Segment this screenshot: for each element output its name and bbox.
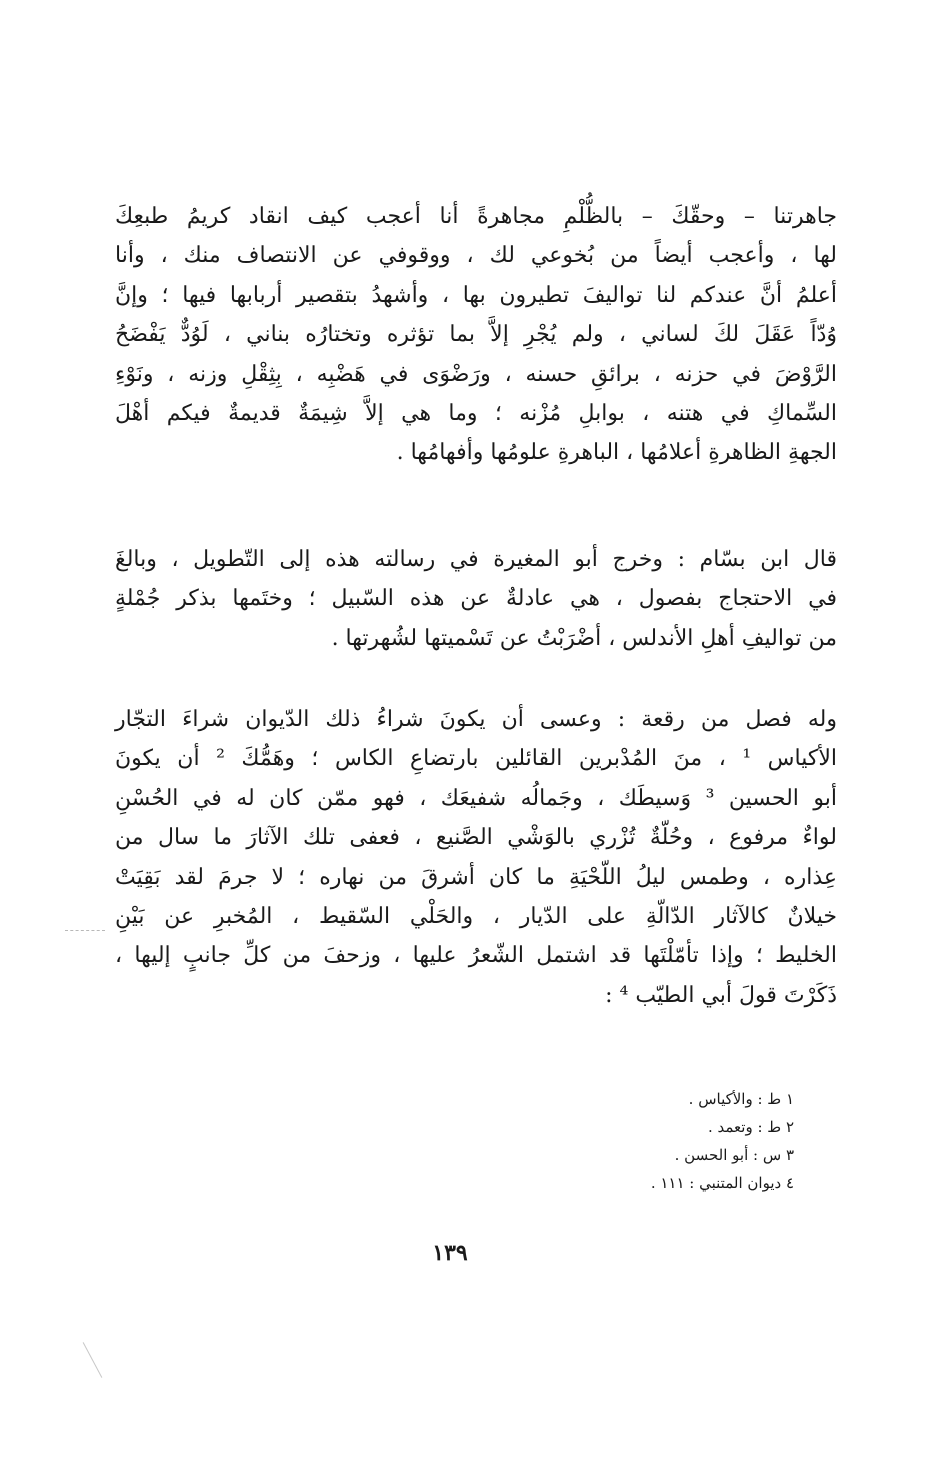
text-line: أبو الحسين ³ وَسيطَك ، وجَمالُه شفيعَك ، فهو ممّن كان له في الحُسْنِ <box>115 785 837 811</box>
text-line: لها ، وأعجب أيضاً من بُخوعي لك ، ووقوفي عن الانتصاف منك ، وأنا <box>115 243 837 269</box>
text-line: من تواليفِ أهلِ الأندلس ، أضْرَبْتُ عن تَسْميتها لشُهرتها . <box>331 625 837 651</box>
text-line: أعلمُ أنَّ عندكم لنا تواليفَ تطيرون بها ، وأشهدُ بتقصير أربابها فيها ؛ وإنَّ <box>115 282 837 308</box>
paragraph-2 <box>115 540 837 658</box>
text-line: الرَّوْضَ في حزنه ، برائقِ حسنه ، ورَضْوَى في هَضْبِه ، بِثِقْلِ وزنه ، ونَوْءِ <box>115 361 837 387</box>
text-line: الجهةِ الظاهرةِ أعلامُها ، الباهرةِ علومُها وأفهامُها . <box>396 440 837 466</box>
text-line: الخليط ؛ وإذا تأمّلْتَها قد اشتمل الشّعرُ عليها ، وزحفَ من كلِّ جانبٍ إليها ، <box>115 943 837 969</box>
text-line: وله فصل من رقعة : وعسى أن يكونَ شراءُ ذلك الدّيوان شراءَ التجّار <box>115 707 837 732</box>
text-line: ذَكَرْتَ قولَ أبي الطيّب ⁴ : <box>605 982 837 1008</box>
text-line: الأكياس ¹ ، منَ المُدْبرين القائلين بارتضاعِ الكاس ؛ وهَمُّكَ ² أن يكونَ <box>115 746 837 772</box>
text-line: خيلانٌ كالآثار الدّالّةِ على الدّيار ، والحَلْي السّقيط ، المُخبرِ عن بَيْنِ <box>115 903 837 929</box>
footnote-1: ١ ط : والأكياس . <box>688 1090 794 1108</box>
scan-artifact <box>83 1342 103 1378</box>
paragraph-3 <box>115 700 837 1015</box>
page-number: ١٣٩ <box>432 1240 468 1266</box>
text-line: قال ابن بسّام : وخرج أبو المغيرة في رسالته هذه إلى التّطويل ، وبالغَ <box>115 547 837 572</box>
footnote-2: ٢ ط : وتعمد . <box>707 1118 794 1136</box>
footnote-3: ٣ س : أبو الحسن . <box>674 1146 794 1164</box>
text-line: في الاحتجاج بفصول ، هي عادلةٌ عن هذه السّبيل ؛ وختَمها بذكر جُمْلةٍ <box>115 586 837 612</box>
text-line: جاهرتنا – وحقّكَ – بالظُّلْمِ مجاهرةً أنا أعجب كيف انقاد كريمُ طبعِكَ <box>115 204 837 229</box>
paragraph-1 <box>115 197 837 473</box>
footnote-4: ٤ ديوان المتنبي : ١١١ . <box>650 1174 794 1192</box>
text-line: لواءٌ مرفوع ، وحُلّةٌ تُزْري بالوَشْي الصَّنيع ، فعفى تلك الآثارَ ما سال من <box>115 825 837 851</box>
footnotes <box>494 1085 794 1197</box>
text-line: وُدّاً عَقَلَ لكَ لساني ، ولم يُجْرِ إلاَّ بما تؤثره وتختارُه بناني ، لَوُدٌّ يَفْضَحُ <box>115 322 837 348</box>
text-line: السِّماكِ في هتنه ، بوابلِ مُزْنه ؛ وما هي إلاَّ شِيمَةٌ قديمةٌ فيكم أهْلَ <box>115 400 837 426</box>
text-line: عِذاره ، وطمس ليلُ اللّحْيَةِ ما كان أشرقَ من نهاره ؛ لا جرمَ لقد بَقِيَتْ <box>115 864 837 890</box>
margin-scan-mark <box>65 930 105 931</box>
